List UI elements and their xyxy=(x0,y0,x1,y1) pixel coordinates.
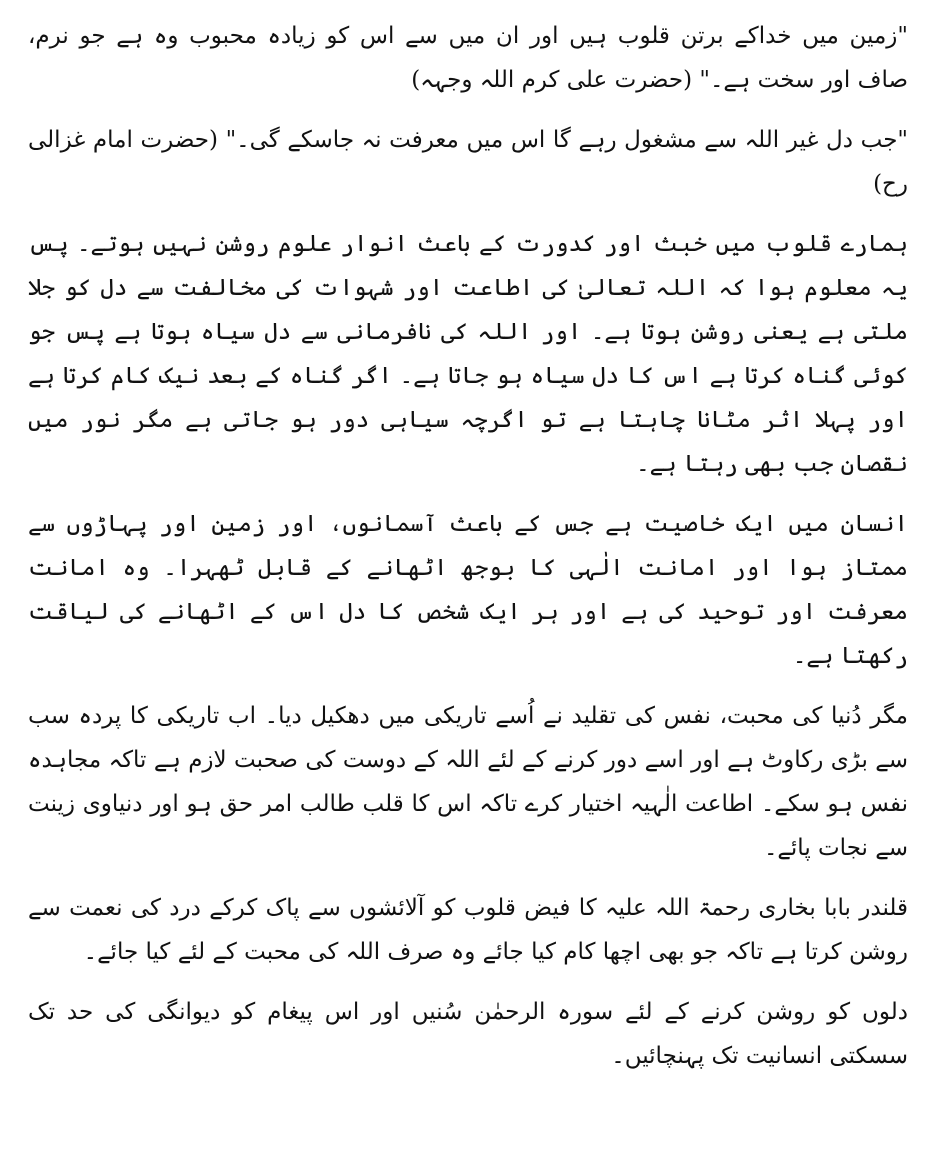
quote-hazrat-ali: "زمین میں خداکے برتن قلوب ہیں اور ان میں سے اس کو زیادہ محبوب وہ ہے جو نرم، صاف اور سخت ہے۔" (حضرت علی کرم اللہ وجہہ) xyxy=(28,23,908,93)
paragraph-surah-rahman: دلوں کو روشن کرنے کے لئے سورہ الرحمٰن سُنیں اور اس پیغام کو دیوانگی کی حد تک سسکتی انسانیت تک پہنچائیں۔ xyxy=(28,999,908,1069)
quote-imam-ghazali: "جب دل غیر اللہ سے مشغول رہے گا اس میں معرفت نہ جاسکے گی۔" (حضرت امام غزالی رح) xyxy=(28,127,908,197)
paragraph-qalandar-baba: قلندر بابا بخاری رحمۃ اللہ علیہ کا فیض قلوب کو آلائشوں سے پاک کرکے درد کی نعمت سے روشن کرتا ہے تاکہ جو بھی اچھا کام کیا جائے وہ صرف اللہ کی محبت کے لئے کیا جائے۔ xyxy=(28,895,908,965)
paragraph-hearts-darkness: ہمارے قلوب میں خبث اور کدورت کے باعث انوار علوم روشن نہیں ہوتے۔ پس یہ معلوم ہوا کہ اللہ تعالیٰ کی اطاعت اور شہوات کی مخالفت سے دل کو جلا ملتی ہے یعنی روشن ہوتا ہے۔ اور اللہ کی نافرمانی سے دل سیاہ ہوتا ہے پس جو کوئی گناہ کرتا ہے اس کا دل سیاہ ہو جاتا ہے۔ اگر گناہ کے بعد نیک کام کرتا ہے اور پہلا اثر مٹانا چاہتا ہے تو اگرچہ سیاہی دور ہو جاتی ہے مگر نور میں نقصان جب بھی رہتا ہے۔ xyxy=(28,231,908,477)
paragraph-worldly-love: مگر دُنیا کی محبت، نفس کی تقلید نے اُسے تاریکی میں دھکیل دیا۔ اب تاریکی کا پردہ سب سے بڑی رکاوٹ ہے اور اسے دور کرنے کے لئے اللہ کے دوست کی صحبت لازم ہے تاکہ مجاہدہ نفس ہو سکے۔ اطاعت الٰہیہ اختیار کرے تاکہ اس کا قلب طالب امر حق ہو اور دنیاوی زینت سے نجات پائے۔ xyxy=(28,703,908,861)
paragraph-human-trust: انسان میں ایک خاصیت ہے جس کے باعث آسمانوں، اور زمین اور پہاڑوں سے ممتاز ہوا اور امانت الٰہی کا بوجھ اٹھانے کے قابل ٹھہرا۔ وہ امانت معرفت اور توحید کی ہے اور ہر ایک شخص کا دل اس کے اٹھانے کی لیاقت رکھتا ہے۔ xyxy=(28,511,908,669)
document-body xyxy=(28,14,908,1078)
